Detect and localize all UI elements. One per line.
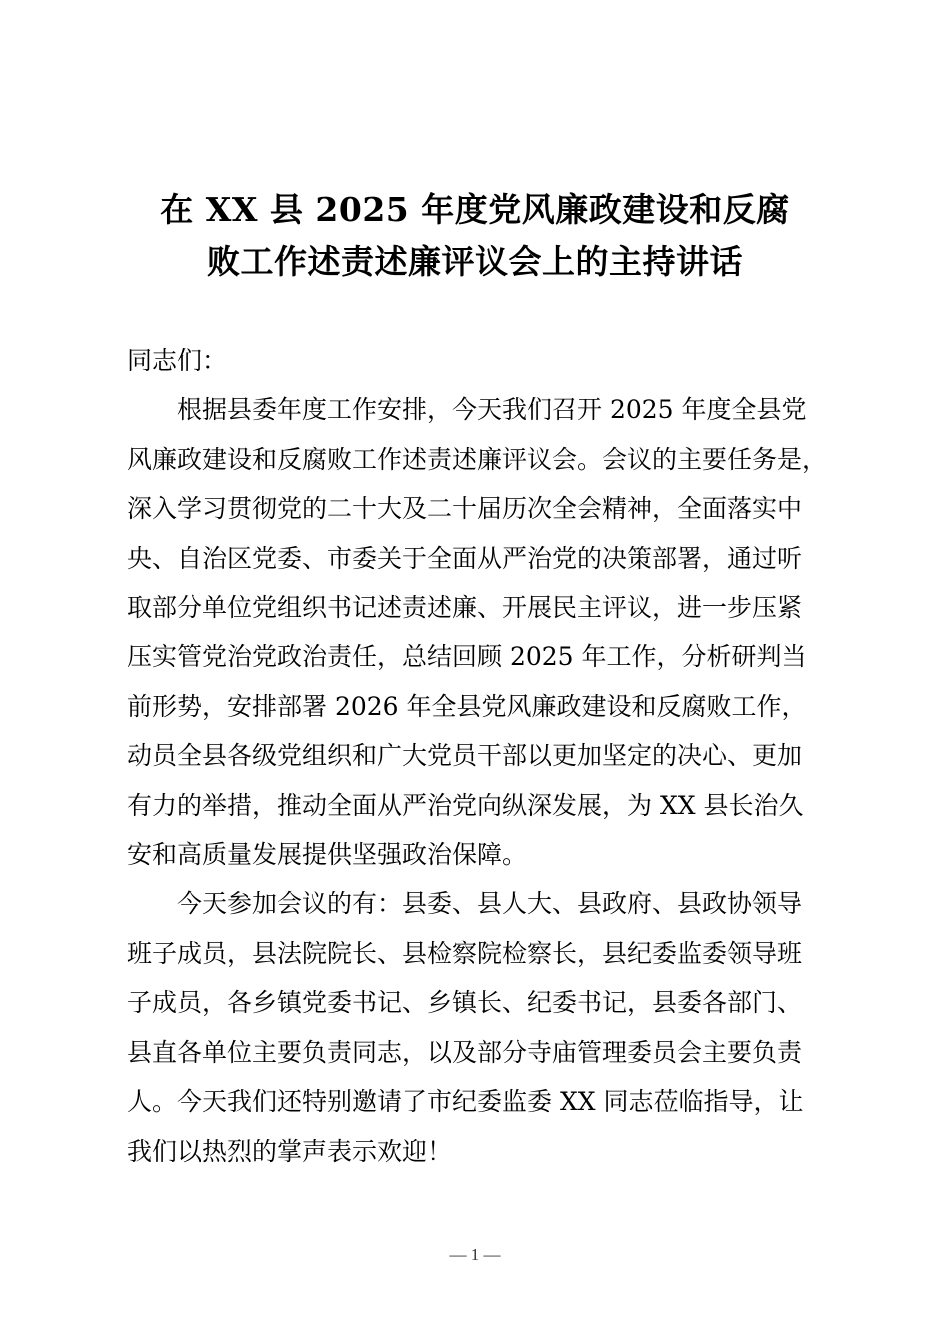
paragraph-line: 安和高质量发展提供坚强政治保障。 <box>127 840 528 870</box>
paragraph-line: 风廉政建设和反腐败工作述责述廉评议会。会议的主要任务是， <box>127 444 828 474</box>
paragraph-line: 央、自治区党委、市委关于全面从严治党的决策部署，通过听 <box>127 543 803 573</box>
salutation: 同志们： <box>127 346 228 375</box>
document-body <box>127 336 832 1176</box>
paragraph-line: 我们以热烈的掌声表示欢迎！ <box>127 1136 453 1166</box>
paragraph-line: 取部分单位党组织书记述责述廉、开展民主评议，进一步压紧 <box>127 593 803 623</box>
paragraph-line: 深入学习贯彻党的二十大及二十届历次全会精神，全面落实中 <box>127 494 803 524</box>
paragraph-line: 人。今天我们还特别邀请了市纪委监委 XX 同志莅临指导，让 <box>127 1087 804 1117</box>
paragraph-line: 根据县委年度工作安排，今天我们召开 2025 年度全县党 <box>177 395 807 425</box>
paragraph-line: 子成员，各乡镇党委书记、乡镇长、纪委书记，县委各部门、 <box>127 988 803 1018</box>
paragraph-line: 前形势，安排部署 2026 年全县党风廉政建设和反腐败工作， <box>127 691 807 721</box>
title-line-1: 在 XX 县 2025 年度党风廉政建设和反腐 <box>160 190 790 229</box>
paragraph-1 <box>127 385 832 879</box>
paragraph-line: 压实管党治党政治责任，总结回顾 2025 年工作，分析研判当 <box>127 642 807 672</box>
paragraph-line: 动员全县各级党组织和广大党员干部以更加坚定的决心、更加 <box>127 741 803 771</box>
paragraph-line: 班子成员，县法院院长、县检察院检察长，县纪委监委领导班 <box>127 938 803 968</box>
page-number: — 1 — <box>449 1245 501 1264</box>
paragraph-line: 县直各单位主要负责同志，以及部分寺庙管理委员会主要负责 <box>127 1037 803 1067</box>
paragraph-line: 有力的举措，推动全面从严治党向纵深发展，为 XX 县长治久 <box>127 790 804 820</box>
paragraph-2 <box>127 879 832 1175</box>
paragraph-line: 今天参加会议的有：县委、县人大、县政府、县政协领导 <box>177 889 803 919</box>
document-title <box>100 184 850 288</box>
title-line-2: 败工作述责述廉评议会上的主持讲话 <box>207 242 743 281</box>
